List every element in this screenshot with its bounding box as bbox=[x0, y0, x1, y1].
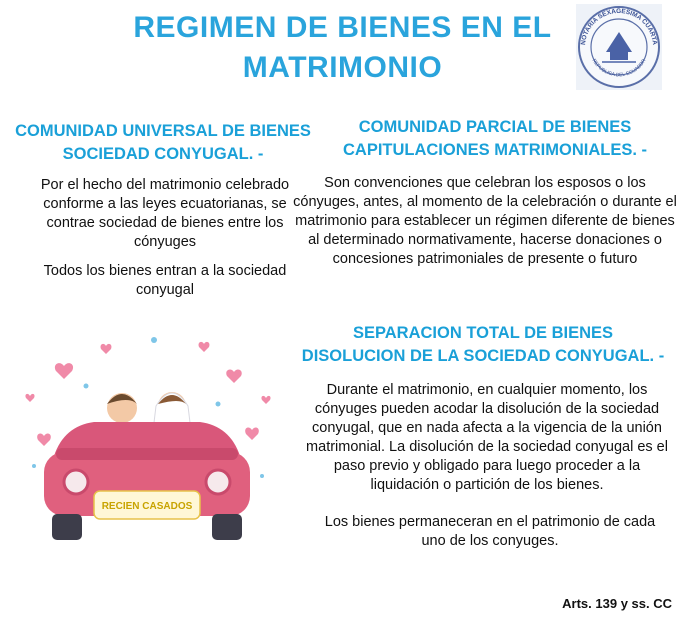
heading-bottom-line-2: DISOLUCION DE LA SOCIEDAD CONYUGAL. - bbox=[301, 347, 665, 365]
title-line-2: MATRIMONIO bbox=[242, 51, 443, 84]
newlyweds-car-icon bbox=[4, 326, 290, 566]
seal-inner-text: REPUBLICA DEL ECUADOR bbox=[590, 57, 648, 79]
heading-comunidad-universal bbox=[8, 120, 318, 166]
legal-reference: Arts. 139 y ss. CC bbox=[562, 596, 672, 611]
bottom-paragraph-1: Durante el matrimonio, en cualquier momento, los cónyuges pueden acodar la disolución de la sociedad conyugal, que en nada afecta a la vigencia de la unión matrimonial. La disolución de la sociedad conyugal es el paso previo y obligado para luego proceder a la liquidación o partición de los bienes. bbox=[306, 382, 668, 493]
page-title bbox=[120, 8, 565, 88]
heading-bottom-line-1: SEPARACION TOTAL DE BIENES bbox=[352, 324, 614, 342]
heading-left-line-2: SOCIEDAD CONYUGAL. - bbox=[62, 145, 264, 163]
title-line-1: REGIMEN DE BIENES EN EL bbox=[133, 11, 552, 44]
bottom-paragraph-2: Los bienes permaneceran en el patrimonio de cada uno de los conyuges. bbox=[324, 514, 656, 549]
heading-left-line-1: COMUNIDAD UNIVERSAL DE BIENES bbox=[15, 122, 311, 140]
heading-separacion-total bbox=[298, 322, 668, 368]
plate-text: RECIEN CASADOS bbox=[101, 501, 193, 512]
notary-seal-icon bbox=[576, 4, 662, 90]
left-paragraph-1: Por el hecho del matrimonio celebrado conforme a las leyes ecuatorianas, se contrae sociedad de bienes entre los cónyuges bbox=[40, 177, 290, 250]
heading-comunidad-parcial bbox=[330, 116, 660, 162]
heading-right-line-2: CAPITULACIONES MATRIMONIALES. - bbox=[342, 141, 648, 159]
seal-ring-text: NOTARIA SEXAGESIMA CUARTA bbox=[580, 7, 658, 46]
right-paragraph-1: Son convenciones que celebran los esposos o los cónyuges, antes, al momento de la celebración o durante el matrimonio para establecer un régimen diferente de bienes al determinado normativamente, hacerse donaciones o concesiones patrimoniales de presente o futuro bbox=[293, 175, 677, 267]
heading-right-line-1: COMUNIDAD PARCIAL DE BIENES bbox=[358, 118, 632, 136]
left-paragraph-2: Todos los bienes entran a la sociedad conyugal bbox=[43, 263, 287, 298]
